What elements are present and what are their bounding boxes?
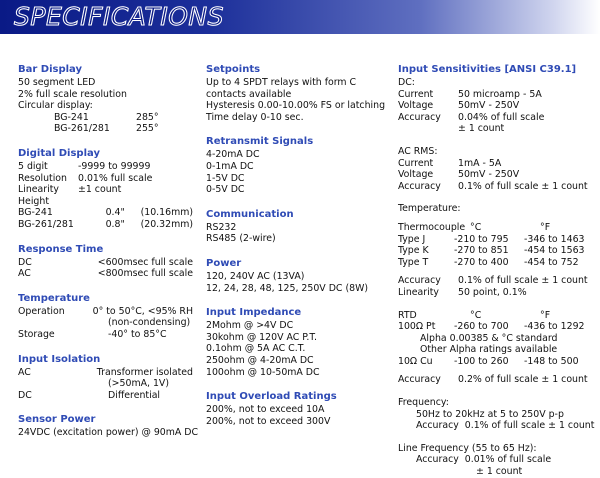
height-label: Height [18, 195, 49, 207]
rtd-note: Alpha 0.00385 & °C standard [420, 332, 558, 344]
column-right [398, 64, 598, 478]
digital-display-row: Linearity ±1 count [18, 184, 122, 196]
retransmit-line: 1-5V DC [206, 172, 245, 184]
frequency-label: Frequency: [398, 397, 449, 409]
communication-section [206, 209, 396, 245]
power-line: 120, 240V AC (13VA) [206, 270, 305, 282]
rtd-accuracy: Accuracy 0.2% of full scale ± 1 count [398, 374, 588, 386]
input-impedance-line: 250ohm @ 4-20mA DC [206, 354, 314, 366]
sensor-power-line: 24VDC (excitation power) @ 90mA DC [18, 427, 199, 439]
height-row: BG-241 0.4" (10.16mm) [18, 207, 193, 219]
frequency-line: Accuracy 0.1% of full scale ± 1 count [416, 420, 595, 432]
setpoints-title: Setpoints [206, 64, 261, 75]
line-frequency-label: Line Frequency (55 to 65 Hz): [398, 442, 537, 454]
specifications-banner [0, 0, 600, 34]
input-impedance-line: 100ohm @ 10-50mA DC [206, 366, 320, 378]
column-left [18, 64, 199, 452]
dc-row: Current 50 microamp - 5A [398, 88, 542, 100]
ac-row: Voltage 50mV - 250V [398, 169, 520, 181]
rtd-header: RTD °C °F [398, 309, 551, 321]
setpoints-line: contacts available [206, 88, 292, 100]
input-impedance-line: 30kohm @ 120V AC P.T. [206, 331, 317, 343]
frequency-line: 50Hz to 20kHz at 5 to 250V p-p [416, 408, 564, 420]
response-time-title: Response Time [18, 243, 104, 255]
power-section [206, 258, 396, 294]
retransmit-section [206, 136, 396, 195]
temperature-row: (non-condensing) [108, 317, 191, 329]
rtd-row: 100Ω Pt -260 to 700 -436 to 1292 [398, 321, 585, 333]
setpoints-line: Time delay 0-10 sec. [206, 111, 304, 123]
sensitivities-title: Input Sensitivities [ANSI C39.1] [398, 64, 577, 75]
thermocouple-row: Type K -270 to 851 -454 to 1563 [398, 245, 585, 257]
overload-line: 200%, not to exceed 10A [206, 404, 325, 416]
line-frequency-line: ± 1 count [476, 466, 523, 478]
ac-row: Accuracy 0.1% of full scale ± 1 count [398, 180, 588, 192]
line-frequency-line: Accuracy 0.01% of full scale [416, 454, 552, 466]
temperature-section [18, 293, 193, 341]
power-line: 12, 24, 28, 48, 125, 250V DC (8W) [206, 282, 368, 294]
communication-line: RS485 (2-wire) [206, 233, 276, 245]
input-impedance-title: Input Impedance [206, 307, 302, 319]
retransmit-line: 0-1mA DC [206, 160, 254, 172]
sensor-power-title: Sensor Power [18, 414, 96, 426]
bar-display-row: BG-261/281 255° [54, 123, 159, 135]
bar-display-line: 50 segment LED [18, 77, 96, 88]
ac-label: AC RMS: [398, 145, 438, 157]
retransmit-title: Retransmit Signals [206, 136, 314, 148]
digital-display-section [18, 148, 193, 231]
response-time-row: DC <600msec full scale [18, 256, 193, 268]
thermocouple-header: Thermocouple °C °F [398, 221, 551, 233]
thermocouple-linearity: Linearity 50 point, 0.1% [398, 286, 527, 298]
overload-line: 200%, not to exceed 300V [206, 415, 331, 427]
bar-display-row: BG-241 285° [54, 111, 159, 123]
digital-display-title: Digital Display [18, 147, 100, 159]
input-isolation-row: AC Transformer isolated [18, 366, 193, 378]
thermocouple-accuracy: Accuracy 0.1% of full scale ± 1 count [398, 275, 588, 287]
communication-title: Communication [206, 208, 294, 220]
response-time-row: AC <800msec full scale [18, 268, 193, 280]
cu-row: 10Ω Cu -100 to 260 -148 to 500 [398, 355, 579, 367]
digital-display-row: Resolution 0.01% full scale [18, 172, 153, 184]
input-impedance-line: 0.1ohm @ 5A AC C.T. [206, 343, 306, 355]
response-time-section [18, 244, 193, 280]
input-isolation-section [18, 354, 193, 402]
temperature-row: Operation 0° to 50°C, <95% RH [18, 305, 193, 317]
bar-display-line: 2% full scale resolution [18, 88, 127, 100]
temperature-label: Temperature: [398, 203, 461, 215]
bar-display-title: Bar Display [18, 64, 83, 75]
setpoints-section [206, 64, 396, 123]
column-middle [206, 64, 396, 440]
retransmit-line: 0-5V DC [206, 184, 245, 196]
digital-display-row: 5 digit -9999 to 99999 [18, 160, 151, 172]
temperature-row: Storage -40° to 85°C [18, 328, 167, 340]
bar-display-line: Circular display: [18, 100, 93, 112]
rtd-note: Other Alpha ratings available [420, 344, 558, 356]
communication-line: RS232 [206, 221, 237, 233]
setpoints-line: Up to 4 SPDT relays with form C [206, 77, 357, 88]
banner-title: SPECIFICATIONS [14, 2, 224, 31]
overload-section [206, 391, 396, 427]
ac-row: Current 1mA - 5A [398, 157, 502, 169]
sensor-power-section [18, 414, 199, 439]
bar-display-section [18, 64, 193, 135]
overload-title: Input Overload Ratings [206, 391, 337, 403]
temperature-title: Temperature [18, 292, 90, 304]
thermocouple-row: Type T -270 to 400 -454 to 752 [398, 256, 579, 268]
input-isolation-row: (>50mA, 1V) [108, 378, 169, 390]
input-impedance-line: 2Mohm @ >4V DC [206, 320, 294, 332]
dc-row: ± 1 count [458, 123, 505, 135]
height-row: BG-261/281 0.8" (20.32mm) [18, 218, 193, 230]
retransmit-line: 4-20mA DC [206, 149, 260, 161]
dc-label: DC: [398, 77, 415, 88]
dc-row: Accuracy 0.04% of full scale [398, 111, 545, 123]
setpoints-line: Hysteresis 0.00-10.00% FS or latching [206, 100, 386, 112]
input-isolation-title: Input Isolation [18, 353, 101, 365]
input-isolation-row: DC Differential [18, 389, 161, 401]
thermocouple-row: Type J -210 to 795 -346 to 1463 [398, 233, 585, 245]
power-title: Power [206, 257, 242, 269]
dc-row: Voltage 50mV - 250V [398, 100, 520, 112]
input-impedance-section [206, 307, 396, 378]
